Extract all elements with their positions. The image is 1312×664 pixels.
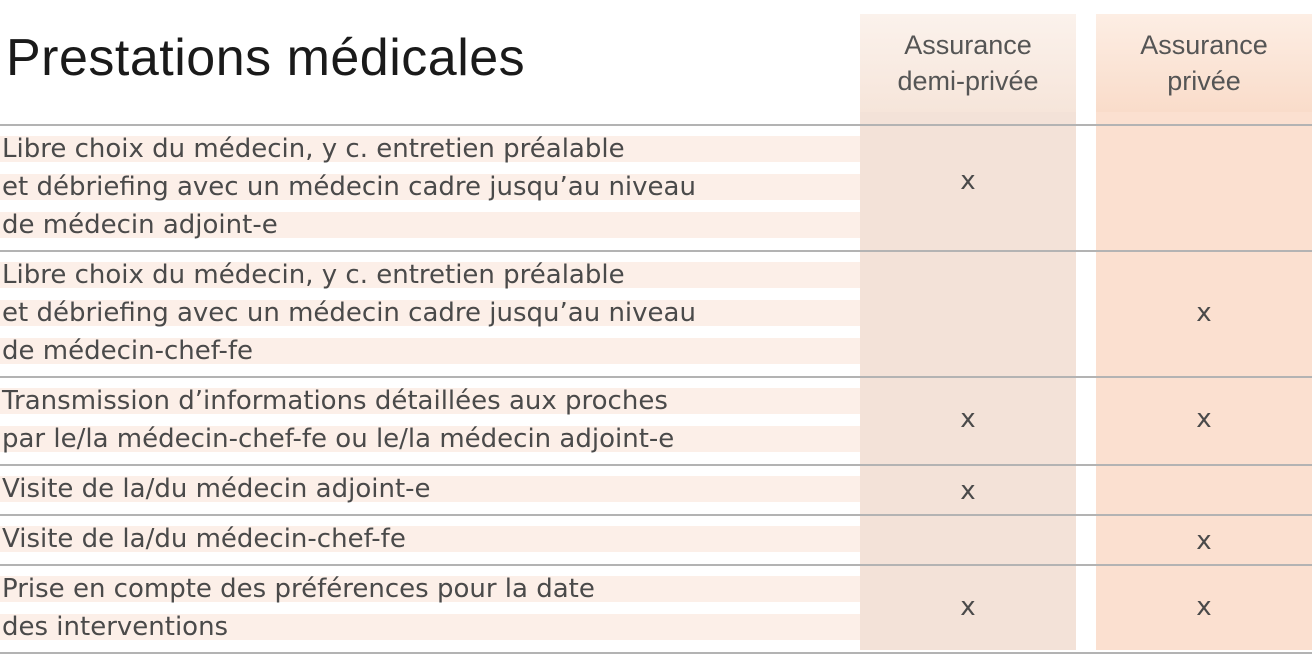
row-label: Visite de la/du médecin-chef-fe [2,524,406,554]
row-label: Libre choix du médecin, y c. entretien préalable et débriefing avec un médecin cadre jusqu’au niveau de médecin-chef-fe [2,260,696,366]
check-mark-private: x [1196,298,1212,328]
table-row [0,514,1312,564]
table-row [0,376,1312,464]
row-label: Libre choix du médecin, y c. entretien préalable et débriefing avec un médecin cadre jusqu’au niveau de médecin adjoint-e [2,134,696,240]
row-label: Transmission d’informations détaillées aux proches par le/la médecin-chef-fe ou le/la médecin adjoint-e [2,386,675,454]
check-mark-semi: x [960,476,976,506]
page-title: Prestations médicales [6,29,526,87]
check-mark-semi: x [960,592,976,622]
row-label: Prise en compte des préférences pour la date des interventions [2,574,595,642]
check-mark-private: x [1196,526,1212,556]
table-row [0,464,1312,514]
row-label: Visite de la/du médecin adjoint-e [2,474,431,504]
table-row [0,124,1312,250]
column-header-private-label: Assurance privée [1140,30,1268,96]
check-mark-private: x [1196,404,1212,434]
check-mark-private: x [1196,592,1212,622]
benefits-table [0,124,1312,654]
column-header-private [1096,14,1312,112]
table-row [0,564,1312,654]
check-mark-semi: x [960,166,976,196]
table-row [0,250,1312,376]
column-header-semi-private [860,14,1076,112]
column-header-semi-private-label: Assurance demi-privée [897,30,1039,96]
check-mark-semi: x [960,404,976,434]
